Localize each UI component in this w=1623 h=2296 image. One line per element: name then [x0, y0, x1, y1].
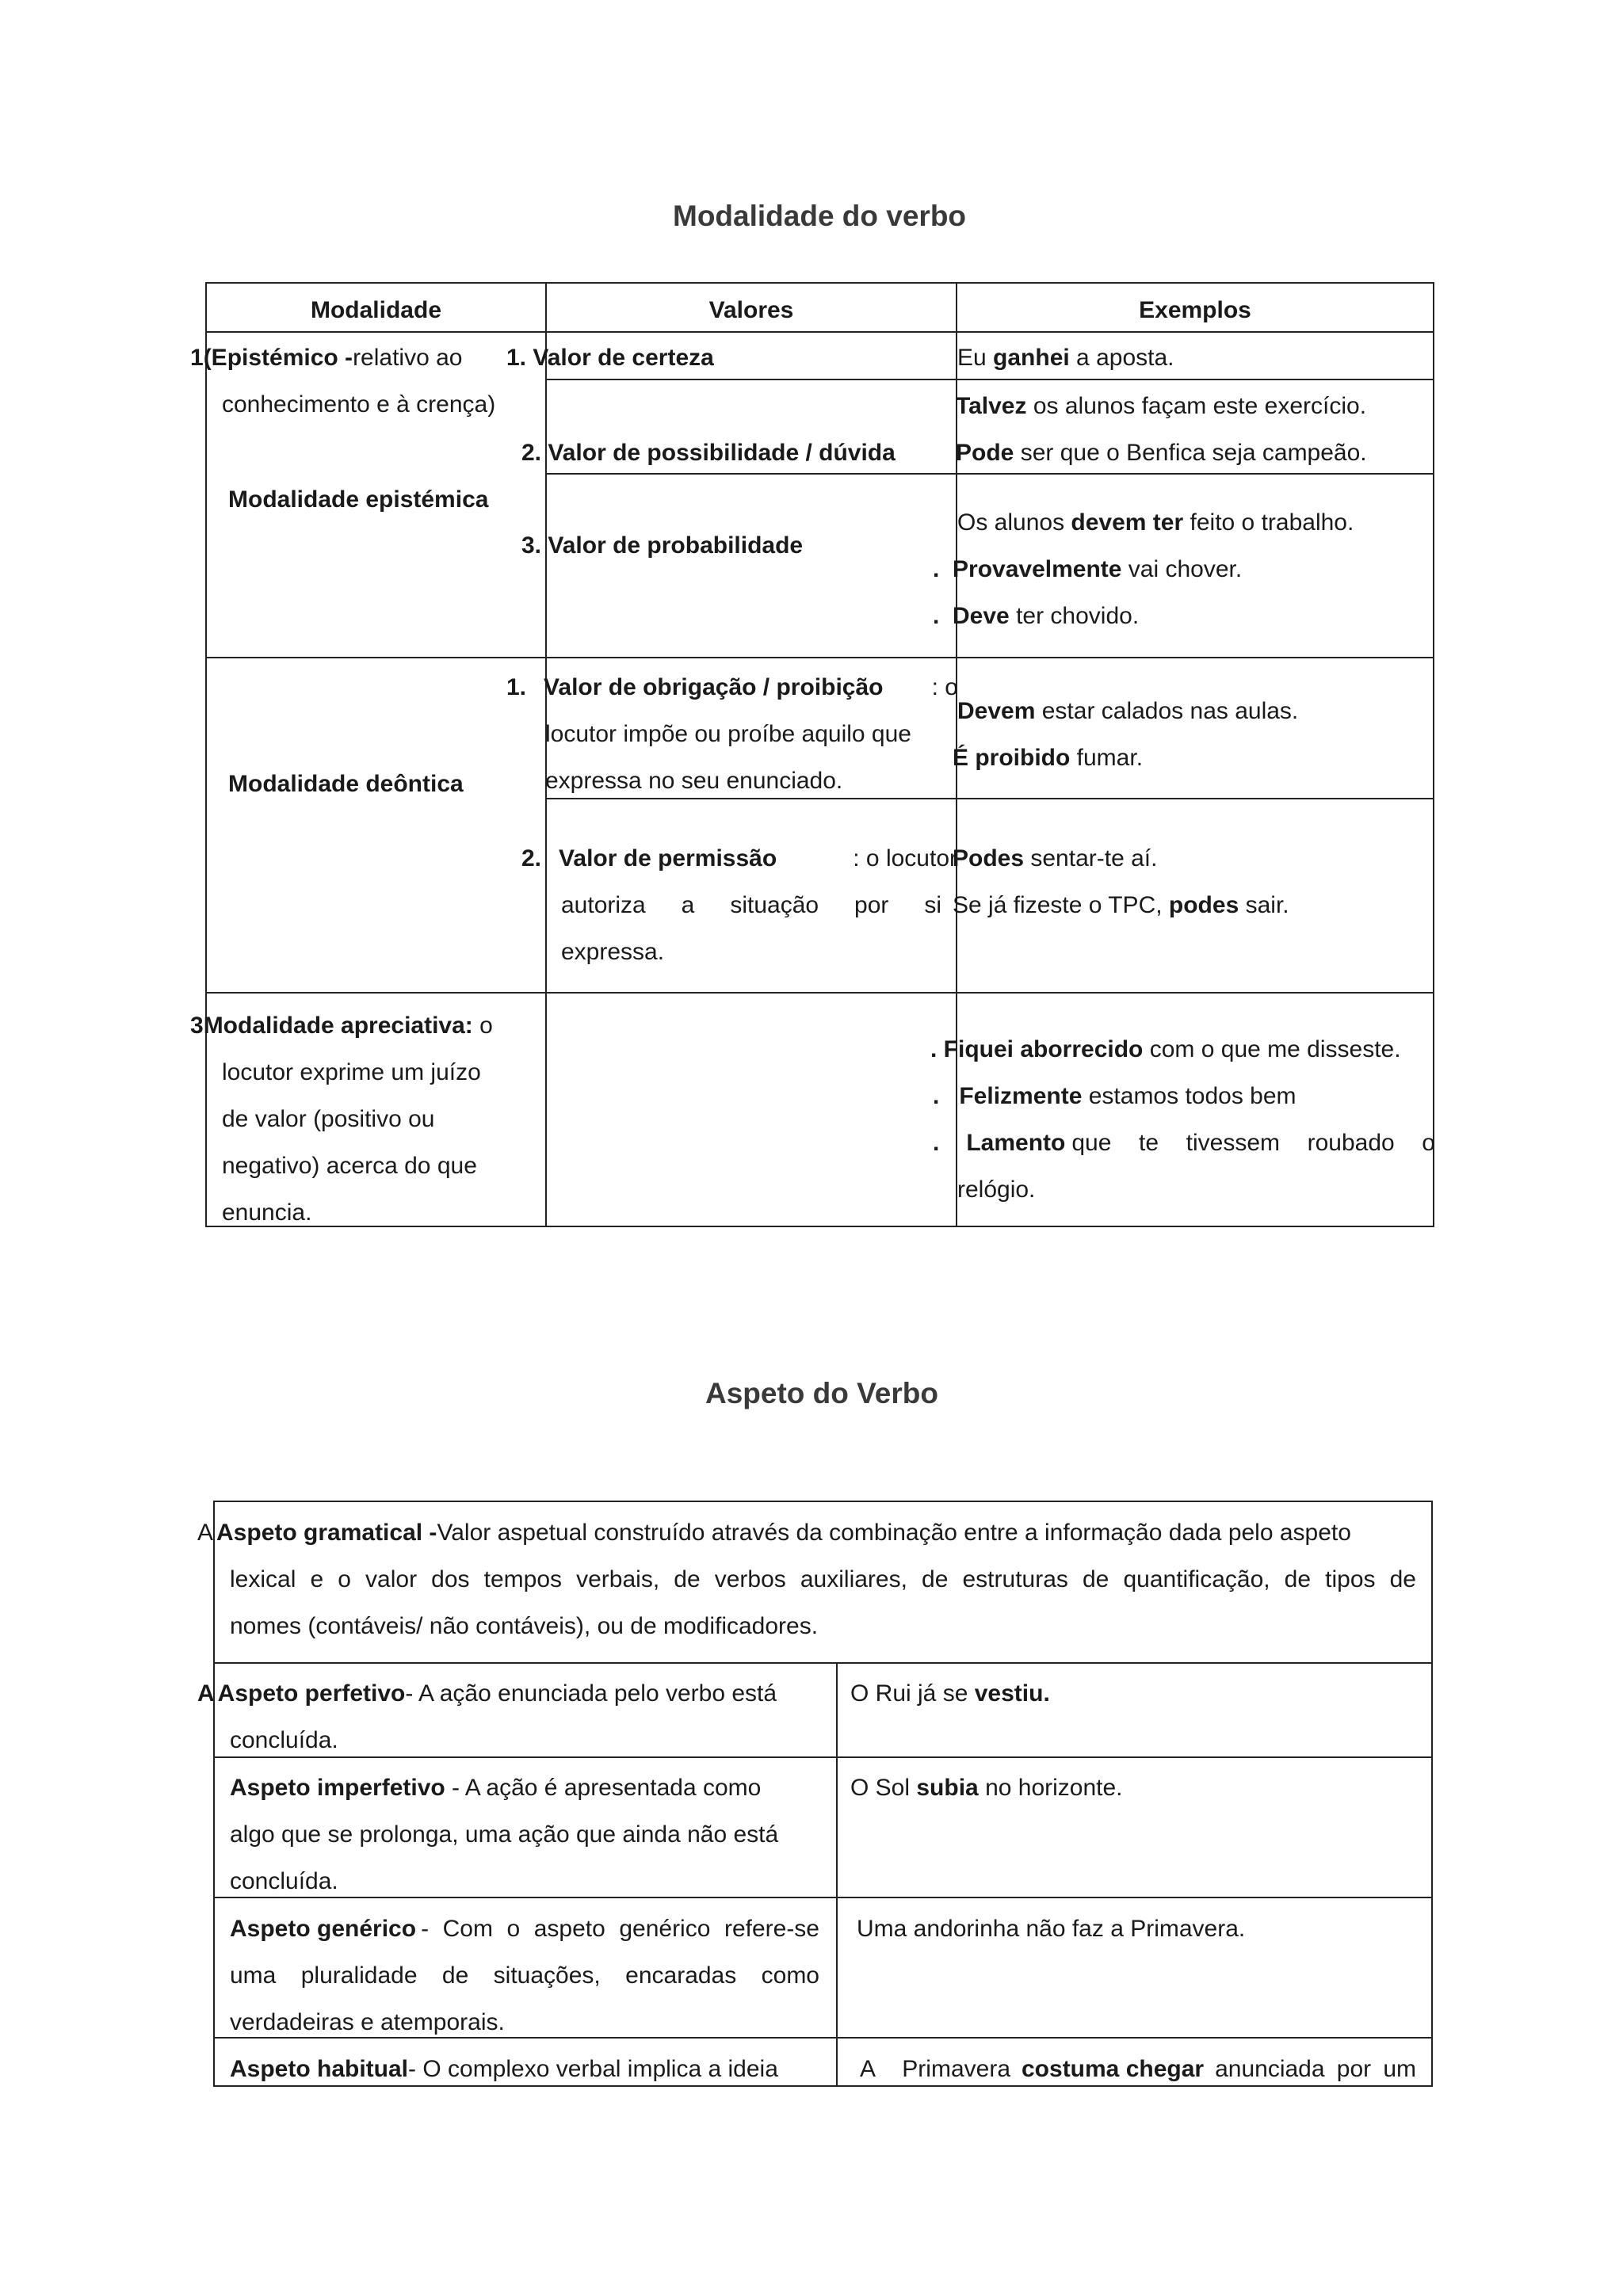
aspeto-habitual: Aspeto habitual- O complexo verbal implica a ideia	[230, 2056, 778, 2082]
aspeto-generico: Aspeto genérico - Com o aspeto genérico refere-se	[230, 1916, 819, 1942]
example-devem-ter: Os alunos devem ter feito o trabalho.	[957, 509, 1354, 536]
header-modalidade: Modalidade	[310, 297, 441, 323]
example-imperfetivo: O Sol subia no horizonte.	[850, 1775, 1123, 1801]
example-fiquei: . Fiquei aborrecido com o que me disseste.	[930, 1036, 1401, 1062]
example-habitual: A Primavera costuma chegar anunciada por um	[860, 2056, 1416, 2082]
value-possibilidade: 2. Valor de possibilidade / dúvida	[521, 440, 896, 466]
value-permissao-line2: autoriza a situação por si	[561, 892, 941, 918]
aspeto-imperfetivo-line3: concluída.	[230, 1868, 338, 1894]
example-podes-sentar: Podes sentar-te aí.	[953, 845, 1158, 871]
value-certeza: 1. Valor de certeza	[506, 345, 714, 371]
apreciativa-line4: negativo) acerca do que	[222, 1153, 477, 1179]
aspeto-perfetivo-line2: concluída.	[230, 1727, 338, 1753]
aspeto-generico-line3: verdadeiras e atemporais.	[230, 2009, 505, 2035]
aspeto-gramatical-line2: lexical e o valor dos tempos verbais, de verbos auxiliares, de estruturas de quantificação, de tipos de	[230, 1566, 1416, 1592]
value-obrigacao: 1. Valor de obrigação / proibição : o	[506, 674, 958, 700]
epistemica-label-line2: conhecimento e à crença)	[222, 391, 496, 418]
example-lamento: . Lamento que te tivessem roubado o	[933, 1130, 1435, 1156]
example-certeza: Eu ganhei a aposta.	[957, 345, 1174, 371]
header-exemplos: Exemplos	[1139, 297, 1251, 323]
example-provavelmente: . Provavelmente vai chover.	[933, 556, 1243, 582]
deontica-name: Modalidade deôntica	[228, 771, 464, 797]
value-obrigacao-line3: expressa no seu enunciado.	[545, 768, 843, 794]
epistemica-label: 1(Epistémico -relativo ao	[190, 345, 463, 371]
example-podes-sair: Se já fizeste o TPC, podes sair.	[953, 892, 1289, 918]
example-pode: Pode ser que o Benfica seja campeão.	[956, 440, 1367, 466]
aspeto-generico-line2: uma pluralidade de situações, encaradas como	[230, 1962, 819, 1989]
example-devem: Devem estar calados nas aulas.	[957, 698, 1299, 724]
example-proibido: É proibido fumar.	[953, 745, 1144, 771]
page-title-modalidade: Modalidade do verbo	[673, 200, 967, 232]
example-perfetivo: O Rui já se vestiu.	[850, 1680, 1050, 1707]
value-permissao-line3: expressa.	[561, 939, 665, 965]
aspeto-imperfetivo-line2: algo que se prolonga, uma ação que ainda não está	[230, 1821, 779, 1848]
aspeto-gramatical: A Aspeto gramatical - Valor aspetual construído através da combinação entre a informação dada pelo aspeto	[197, 1520, 1351, 1546]
example-felizmente: . Felizmente estamos todos bem	[933, 1083, 1296, 1109]
value-obrigacao-line2: locutor impõe ou proíbe aquilo que	[545, 721, 911, 747]
apreciativa-label: 3Modalidade apreciativa: o	[190, 1013, 493, 1039]
epistemica-name: Modalidade epistémica	[228, 486, 489, 513]
aspeto-perfetivo: A Aspeto perfetivo- A ação enunciada pelo verbo está	[197, 1680, 777, 1707]
apreciativa-line5: enuncia.	[222, 1199, 312, 1226]
example-lamento-line2: relógio.	[957, 1177, 1036, 1203]
header-valores: Valores	[708, 297, 794, 323]
example-deve: . Deve ter chovido.	[933, 603, 1140, 629]
apreciativa-line3: de valor (positivo ou	[222, 1106, 435, 1132]
apreciativa-line2: locutor exprime um juízo	[222, 1059, 481, 1085]
aspeto-imperfetivo: Aspeto imperfetivo - A ação é apresentada como	[230, 1775, 762, 1801]
value-permissao: 2. Valor de permissão : o locutor	[521, 845, 957, 871]
example-generico: Uma andorinha não faz a Primavera.	[857, 1916, 1246, 1942]
aspeto-gramatical-line3: nomes (contáveis/ não contáveis), ou de modificadores.	[230, 1613, 819, 1639]
example-talvez: Talvez os alunos façam este exercício.	[956, 393, 1367, 419]
page-title-aspeto: Aspeto do Verbo	[705, 1377, 938, 1409]
value-probabilidade: 3. Valor de probabilidade	[521, 532, 804, 559]
